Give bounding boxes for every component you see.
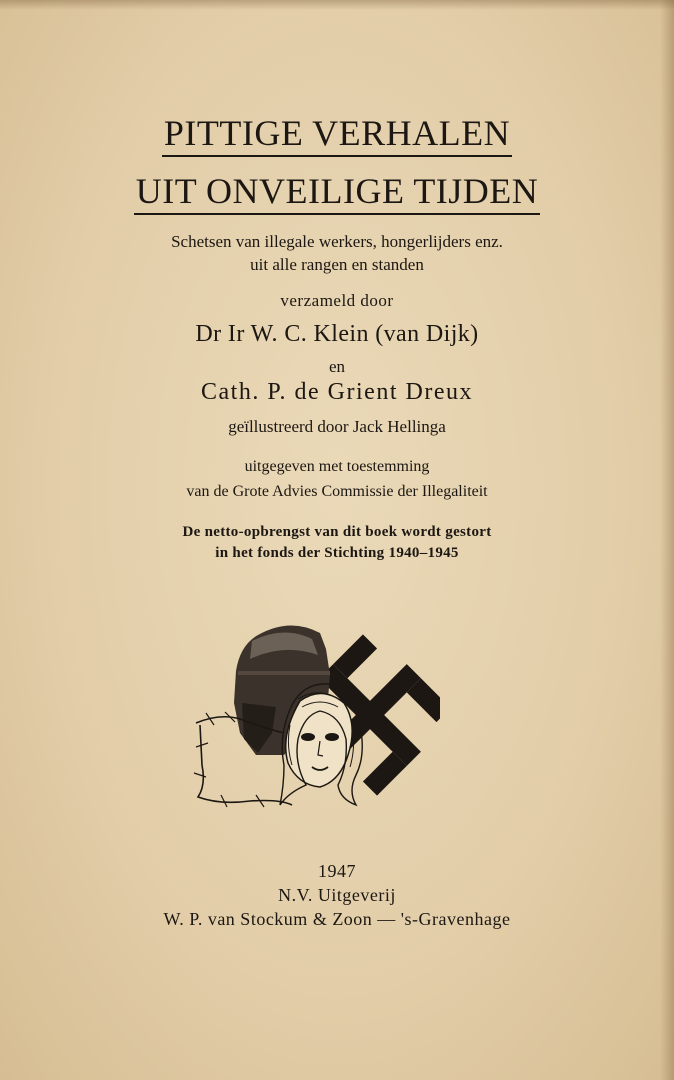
and-label: en: [328, 357, 346, 376]
title-line-1-wrap: [0, 113, 674, 157]
subtitle-line-2: uit alle rangen en standen: [250, 255, 424, 274]
author-2: Cath. P. de Grient Dreux: [201, 379, 473, 405]
title-line-2-wrap: [0, 171, 674, 215]
subtitle-line-1: Schetsen van illegale werkers, hongerlijders enz.: [171, 232, 503, 251]
compiled-by: verzameld door: [280, 291, 394, 310]
title-line-1: PITTIGE VERHALEN: [162, 113, 512, 157]
publisher-line-2: W. P. van Stockum & Zoon — 's-Gravenhage: [163, 909, 511, 929]
author-1: Dr Ir W. C. Klein (van Dijk): [195, 321, 479, 347]
proceeds-line-1: De netto-opbrengst van dit boek wordt gestort: [182, 524, 492, 540]
permission-line-2: van de Grote Advies Commissie der Illegaliteit: [186, 483, 488, 500]
page-edge-shadow-top: [0, 0, 674, 10]
title-line-2: UIT ONVEILIGE TIJDEN: [134, 171, 541, 215]
publication-year: 1947: [318, 861, 356, 881]
illustration-helmet-swastika-woman: [180, 615, 440, 815]
permission-line-1: uitgegeven met toestemming: [244, 458, 430, 475]
illustrator: geïllustreerd door Jack Hellinga: [228, 417, 446, 436]
publisher-line-1: N.V. Uitgeverij: [278, 885, 396, 905]
proceeds-line-2: in het fonds der Stichting 1940–1945: [215, 545, 459, 561]
